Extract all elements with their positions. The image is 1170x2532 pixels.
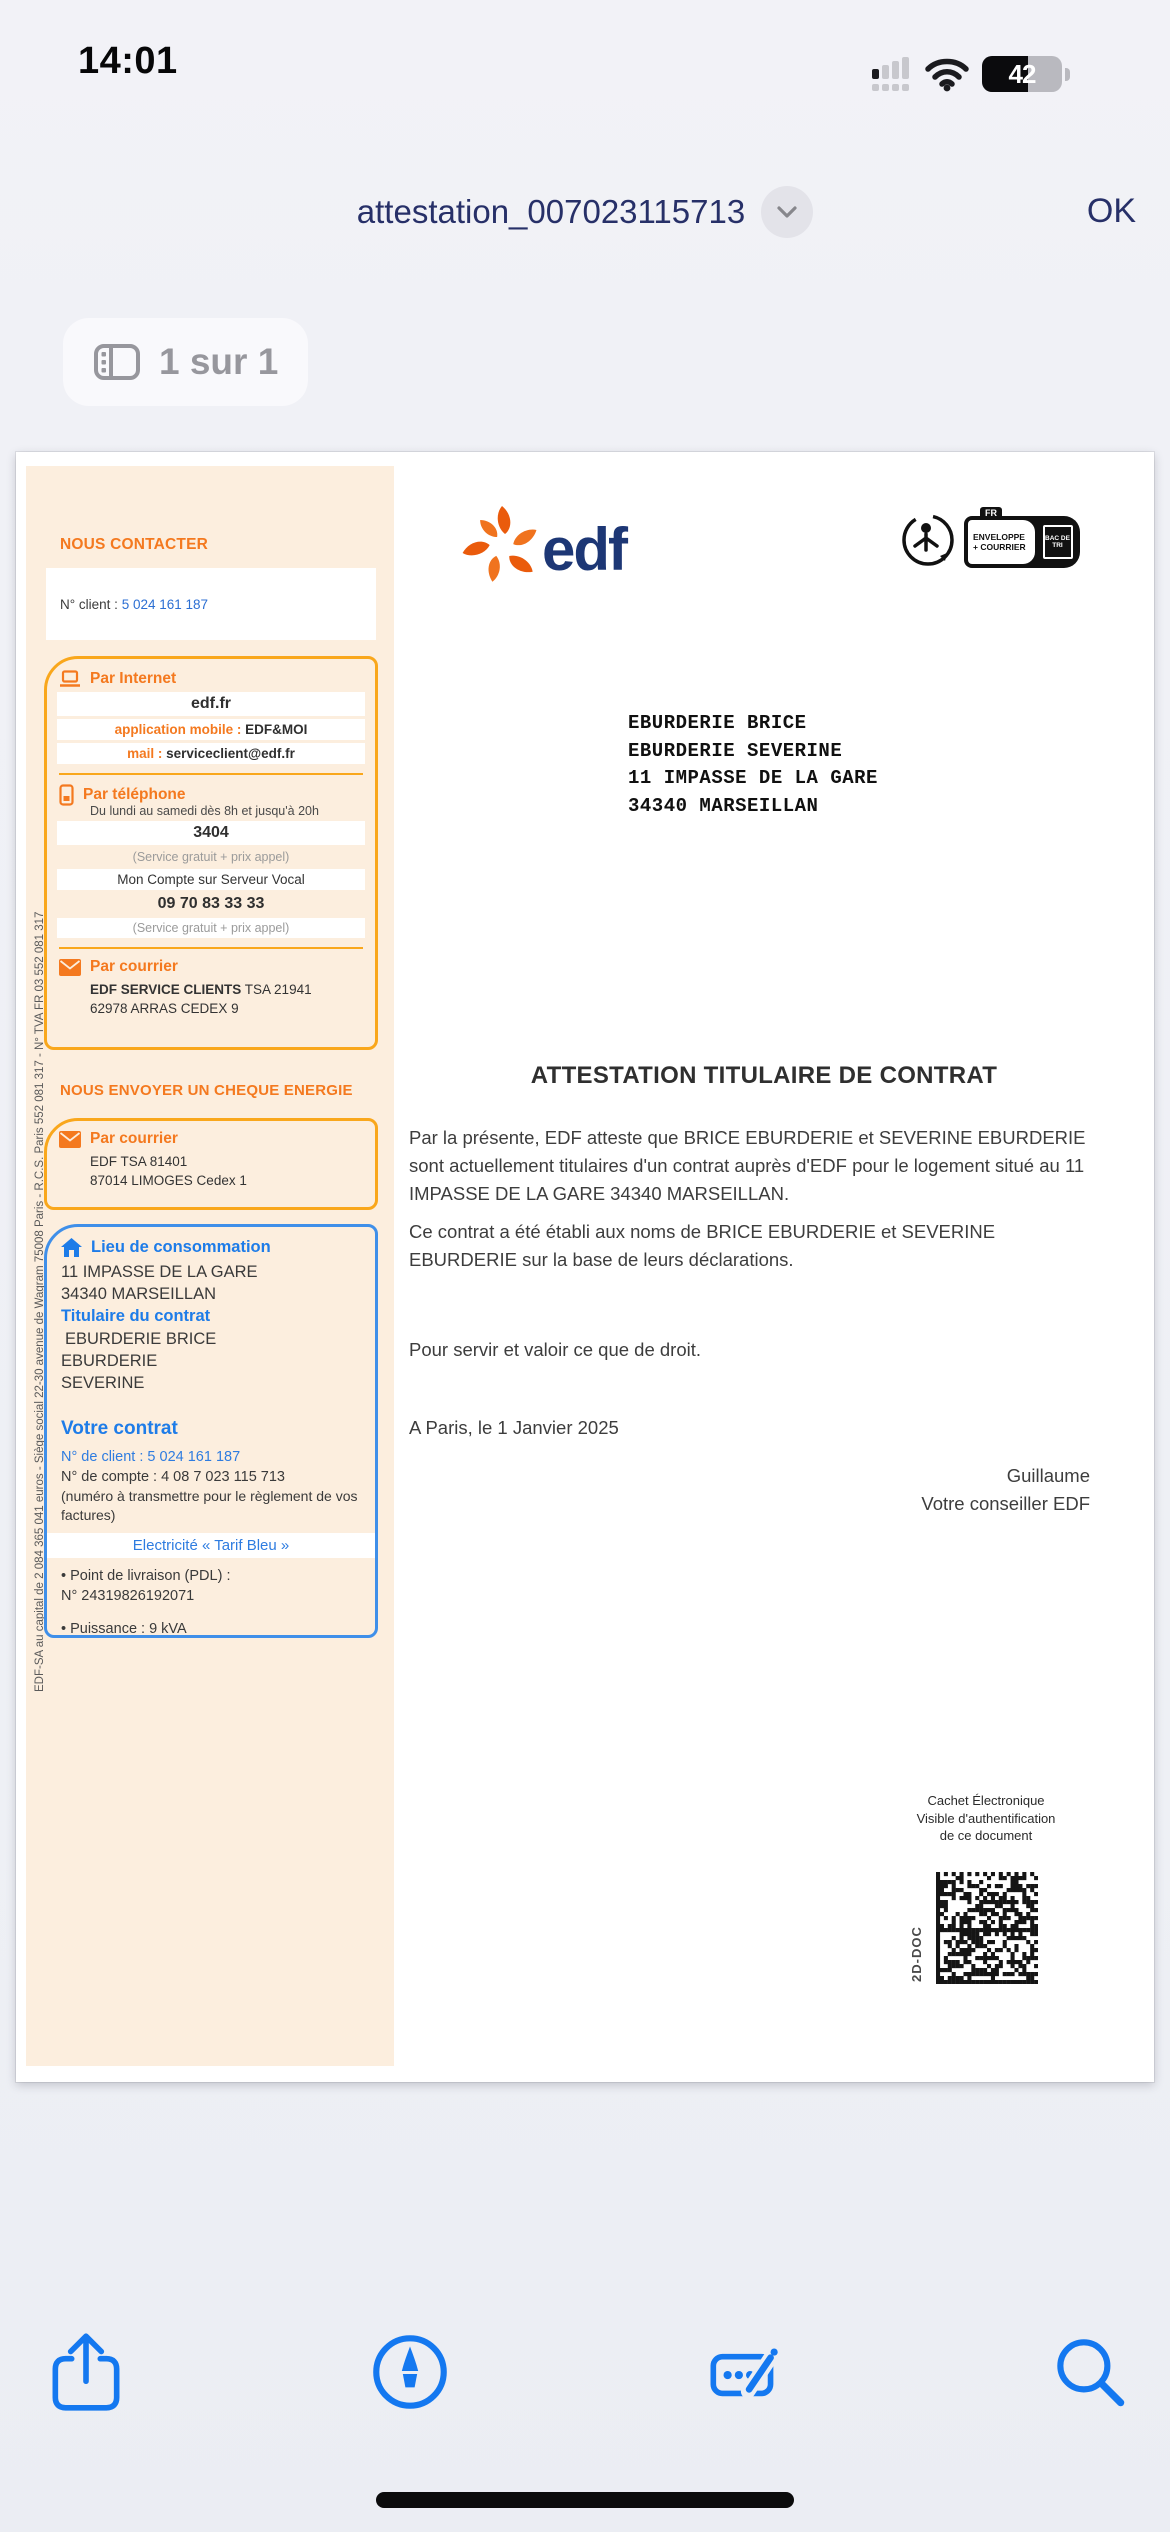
client-number-box [46, 568, 376, 640]
consumption-addr2: 34340 MARSEILLAN [61, 1285, 217, 1303]
mobile-phone-icon [59, 784, 74, 806]
courier-heading: Par courrier [90, 958, 178, 975]
holder-name-2: EBURDERIE [61, 1352, 158, 1370]
page-indicator[interactable] [63, 318, 308, 406]
edf-site: edf.fr [57, 692, 365, 716]
eco-badges [900, 508, 1080, 568]
badge-fr-tab: FR [980, 507, 1002, 519]
divider [59, 773, 363, 775]
internet-heading-row [59, 670, 365, 688]
long-number: 09 70 83 33 33 [157, 895, 265, 912]
markup-button[interactable] [364, 2326, 456, 2418]
edf-logo [456, 496, 638, 597]
contact-sidebar [26, 466, 394, 2066]
short-number-note: (Service gratuit + prix appel) [132, 850, 290, 864]
paragraph-3: Pour servir et valoir ce que de droit. [409, 1339, 702, 1360]
cheque-courier-heading-row [59, 1130, 365, 1148]
phone-heading-row [59, 784, 365, 806]
courier-line1-bold: EDF SERVICE CLIENTS [90, 982, 242, 997]
battery-cap [1065, 68, 1070, 81]
markup-icon [364, 2326, 456, 2418]
account-line: N° de compte : 4 08 7 023 115 713 [61, 1469, 285, 1485]
short-number: 3404 [57, 821, 365, 845]
phone-heading: Par téléphone [83, 786, 186, 803]
house-icon [61, 1238, 82, 1257]
edf-flame-icon [461, 506, 539, 583]
courier-heading-row [59, 958, 365, 976]
client-number-label: N° client : [60, 596, 118, 612]
contract-client-value: 5 024 161 187 [147, 1449, 241, 1465]
consumption-heading-row [61, 1238, 361, 1257]
cheque-line1: EDF TSA 81401 [90, 1154, 188, 1169]
power-line: • Puissance : 9 kVA [61, 1621, 187, 1637]
envelope-icon [59, 1131, 81, 1148]
badge-body [964, 516, 1080, 568]
status-icons [872, 52, 1070, 96]
status-time: 14:01 [78, 40, 178, 82]
contract-client-label: N° de client : [61, 1449, 144, 1465]
contract-heading: Votre contrat [61, 1418, 178, 1439]
signature-button[interactable] [699, 2326, 791, 2418]
vocal-server: Mon Compte sur Serveur Vocal [57, 869, 365, 890]
search-icon [1044, 2326, 1136, 2418]
signature-block [921, 1462, 1090, 1518]
laptop-icon [59, 670, 81, 688]
recipient-line: EBURDERIE BRICE [628, 712, 807, 734]
consumption-box [44, 1224, 378, 1638]
cheque-line2: 87014 LIMOGES Cedex 1 [90, 1173, 247, 1188]
holder-name-1: EBURDERIE BRICE [65, 1330, 217, 1348]
share-icon [40, 2326, 132, 2418]
legal-vertical-text: EDF-SA au capital de 2 084 365 041 euros - Siège social 22-30 avenue de Wagram 75008 Paris - R.C.S. Paris 552 081 317 - N° TVA FR 03 552 081 317 [34, 911, 46, 1692]
attestation-title: ATTESTATION TITULAIRE DE CONTRAT [530, 1062, 998, 1089]
recipient-line: EBURDERIE SEVERINE [628, 739, 843, 762]
divider [59, 947, 363, 949]
paragraph-2: Ce contrat a été établi aux noms de BRICE EBURDERIE et SEVERINE EBURDERIE sur la base de leurs déclarations. [409, 1221, 996, 1270]
recipient-line: 11 IMPASSE DE LA GARE [628, 767, 878, 789]
mobile-app-label: application mobile : [114, 722, 242, 737]
paragraph-1: Par la présente, EDF atteste que BRICE EBURDERIE et SEVERINE EBURDERIE sont actuellement titulaires d'un contrat auprès d'EDF pour le logement situé au 11 IMPASSE DE LA GARE 34340 MARSEILLAN. [409, 1127, 1086, 1204]
pdl-label: • Point de livraison (PDL) : [61, 1568, 231, 1584]
mail-value: serviceclient@edf.fr [166, 746, 295, 761]
courier-address [90, 980, 365, 1018]
stamp-line3: de ce document [939, 1828, 1033, 1843]
signature-icon [699, 2326, 791, 2418]
badge-line1: ENVELOPPE [973, 532, 1025, 542]
trash-bin-icon [1035, 516, 1080, 568]
chevron-down-icon [776, 205, 798, 219]
mail-row [57, 743, 365, 764]
courier-line2: 62978 ARRAS CEDEX 9 [90, 1001, 239, 1016]
contract-client-row [61, 1447, 361, 1467]
search-button[interactable] [1044, 2326, 1136, 2418]
consumption-addr1: 11 IMPASSE DE LA GARE [61, 1263, 258, 1281]
stamp-line1: Cachet Électronique [927, 1793, 1045, 1808]
stamp-caption [880, 1792, 1092, 1845]
advisor-title: Votre conseiller EDF [921, 1493, 1090, 1514]
cheque-address [90, 1152, 365, 1190]
mail-label: mail : [127, 746, 163, 761]
battery-icon [982, 56, 1062, 92]
phone-hours: Du lundi au samedi dès 8h et jusqu'à 20h [90, 804, 319, 818]
triman-recycle-icon [900, 512, 956, 568]
cellular-signal-icon [872, 56, 912, 93]
enveloppe-courrier-badge [964, 508, 1080, 568]
courier-line1-rest: TSA 21941 [241, 982, 312, 997]
title-dropdown-button[interactable] [761, 186, 813, 238]
account-note: (numéro à transmettre pour le règlement de vos factures) [61, 1488, 358, 1523]
ok-button[interactable]: OK [1086, 192, 1136, 230]
document-title[interactable]: attestation_007023115713 [356, 193, 746, 230]
recipient-address [628, 710, 878, 820]
cheque-courier-heading: Par courrier [90, 1130, 178, 1147]
wifi-icon [924, 56, 970, 92]
contact-heading: NOUS CONTACTER [60, 536, 209, 553]
share-button[interactable] [40, 2326, 132, 2418]
badge-bin-label: BAC DE TRI [1045, 535, 1070, 549]
badge-line2: + COURRIER [973, 542, 1026, 552]
edf-logo-text: edf [542, 516, 626, 583]
2d-doc-stamp [909, 1872, 1038, 1989]
consumption-heading: Lieu de consommation [91, 1238, 271, 1256]
stamp-line2: Visible d'authentification [916, 1810, 1056, 1826]
date-line: A Paris, le 1 Janvier 2025 [409, 1417, 619, 1438]
thumbnails-panel-icon [93, 343, 141, 381]
document-title-menu[interactable] [0, 186, 1170, 238]
holder-heading: Titulaire du contrat [61, 1307, 211, 1325]
mobile-app-value: EDF&MOI [245, 722, 308, 737]
holder-name-3: SEVERINE [61, 1374, 145, 1392]
advisor-name: Guillaume [1006, 1465, 1090, 1486]
pdl-value: N° 24319826192071 [61, 1588, 195, 1604]
contact-channels-box [44, 656, 378, 1050]
long-number-note: (Service gratuit + prix appel) [57, 918, 365, 938]
client-number-value: 5 024 161 187 [121, 596, 209, 612]
home-indicator[interactable] [376, 2492, 794, 2508]
battery-percent: 42 [1008, 58, 1036, 89]
internet-heading: Par Internet [90, 670, 177, 687]
cheque-courier-box [44, 1118, 378, 1210]
envelope-icon [59, 959, 81, 976]
cheque-heading: NOUS ENVOYER UN CHEQUE ENERGIE [60, 1082, 353, 1099]
qr-code [936, 1872, 1038, 1984]
badge-text-panel [968, 520, 1035, 564]
tariff-label: Electricité « Tarif Bleu » [47, 1533, 375, 1558]
mobile-app-row [57, 719, 365, 740]
recipient-line: 34340 MARSEILLAN [628, 794, 819, 817]
pdf-page [16, 452, 1154, 2082]
2d-doc-label: 2D-DOC [909, 1926, 924, 1982]
page-indicator-label: 1 sur 1 [159, 341, 279, 382]
